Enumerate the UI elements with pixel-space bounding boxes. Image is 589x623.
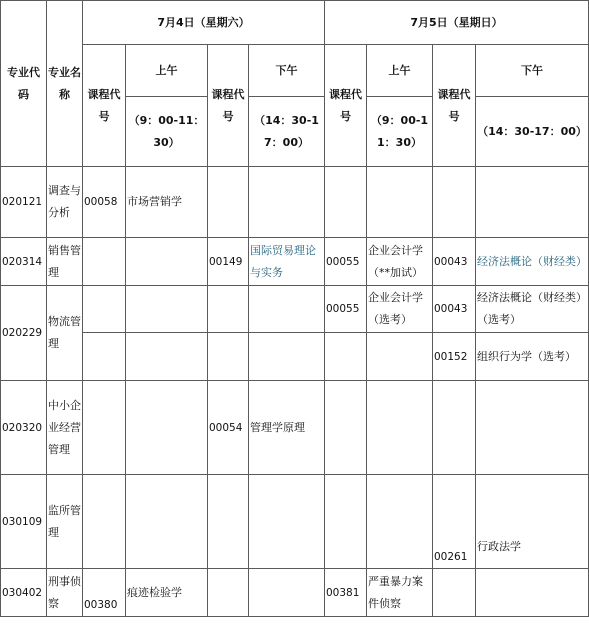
row-d1pm-course bbox=[249, 286, 325, 333]
row-d1am-course-empty bbox=[126, 333, 208, 381]
row-d2am-code-empty bbox=[325, 333, 367, 381]
row-d1am-code: 00058 bbox=[83, 167, 126, 238]
table-row bbox=[1, 475, 589, 569]
row-d1am-code bbox=[83, 238, 126, 286]
row-d1pm-course[interactable]: 国际贸易理论与实务 bbox=[249, 238, 325, 286]
row-d2pm-code bbox=[433, 569, 476, 617]
header-d1-afternoon-time: （14：30-17：00） bbox=[249, 97, 325, 167]
header-d1-morning: 上午 bbox=[126, 45, 208, 97]
row-d1pm-code bbox=[208, 569, 249, 617]
row-d1pm-code: 00054 bbox=[208, 381, 249, 475]
row-d1pm-code bbox=[208, 167, 249, 238]
row-major-code: 020314 bbox=[1, 238, 47, 286]
row-d2pm-code: 00043 bbox=[433, 286, 476, 333]
row-d2pm-code bbox=[433, 381, 476, 475]
header-day1: 7月4日（星期六） bbox=[83, 1, 325, 45]
row-d2pm-course bbox=[476, 381, 589, 475]
row-d2pm-course: 经济法概论（财经类）（选考） bbox=[476, 286, 589, 333]
row-major-code: 030402 bbox=[1, 569, 47, 617]
row-d2pm-course: 组织行为学（选考） bbox=[476, 333, 589, 381]
row-d2pm-course bbox=[476, 569, 589, 617]
row-d1pm-code bbox=[208, 475, 249, 569]
table-row bbox=[1, 569, 589, 617]
row-major-name: 刑事侦察 bbox=[47, 569, 83, 617]
header-d1-morning-time: （9：00-11：30） bbox=[126, 97, 208, 167]
row-d1pm-code-empty bbox=[208, 333, 249, 381]
row-d1am-course bbox=[126, 238, 208, 286]
header-d2-morning-time: （9：00-11：30） bbox=[367, 97, 433, 167]
table-row bbox=[1, 333, 589, 381]
row-d2am-course: 严重暴力案件侦察 bbox=[367, 569, 433, 617]
table-row bbox=[1, 286, 589, 333]
row-d1am-code bbox=[83, 286, 126, 333]
row-major-code: 020121 bbox=[1, 167, 47, 238]
header-major-name: 专业名称 bbox=[47, 1, 83, 167]
row-d2am-code: 00055 bbox=[325, 286, 367, 333]
row-major-name: 销售管理 bbox=[47, 238, 83, 286]
row-d1pm-course bbox=[249, 167, 325, 238]
row-d1am-code bbox=[83, 381, 126, 475]
row-major-code: 020320 bbox=[1, 381, 47, 475]
table-row bbox=[1, 238, 589, 286]
row-d2pm-code: 00152 bbox=[433, 333, 476, 381]
row-major-name: 监所管理 bbox=[47, 475, 83, 569]
row-d1am-course: 市场营销学 bbox=[126, 167, 208, 238]
row-d2am-code bbox=[325, 475, 367, 569]
row-d2am-course bbox=[367, 381, 433, 475]
header-major-code: 专业代码 bbox=[1, 1, 47, 167]
row-d2pm-course: 行政法学 bbox=[476, 475, 589, 569]
row-major-code: 020229 bbox=[1, 286, 47, 381]
header-d1-afternoon: 下午 bbox=[249, 45, 325, 97]
row-major-code: 030109 bbox=[1, 475, 47, 569]
row-d2am-course: 企业会计学（**加试） bbox=[367, 238, 433, 286]
header-d2-afternoon-time: （14：30-17：00） bbox=[476, 97, 589, 167]
header-d1pm-code: 课程代号 bbox=[208, 45, 249, 167]
header-d2pm-code: 课程代号 bbox=[433, 45, 476, 167]
row-d2am-code: 00055 bbox=[325, 238, 367, 286]
header-d2am-code: 课程代号 bbox=[325, 45, 367, 167]
row-d2am-course: 企业会计学（选考） bbox=[367, 286, 433, 333]
row-d1am-code bbox=[83, 475, 126, 569]
row-d1am-code: 00380 bbox=[83, 569, 126, 617]
row-d2am-code bbox=[325, 167, 367, 238]
row-d1am-code-empty bbox=[83, 333, 126, 381]
row-d1am-course bbox=[126, 475, 208, 569]
row-d1am-course: 痕迹检验学 bbox=[126, 569, 208, 617]
row-d2pm-code bbox=[433, 167, 476, 238]
row-d2am-course-empty bbox=[367, 333, 433, 381]
row-d1pm-code bbox=[208, 286, 249, 333]
row-d2pm-course[interactable]: 经济法概论（财经类） bbox=[476, 238, 589, 286]
row-d1pm-course bbox=[249, 569, 325, 617]
row-d2pm-course bbox=[476, 167, 589, 238]
row-d1pm-course-empty bbox=[249, 333, 325, 381]
table-row bbox=[1, 167, 589, 238]
row-d2pm-code: 00043 bbox=[433, 238, 476, 286]
row-d1pm-course: 管理学原理 bbox=[249, 381, 325, 475]
row-major-name: 调查与分析 bbox=[47, 167, 83, 238]
row-d1am-course bbox=[126, 286, 208, 333]
row-major-name: 中小企业经营管理 bbox=[47, 381, 83, 475]
header-d2-afternoon: 下午 bbox=[476, 45, 589, 97]
row-d1pm-code: 00149 bbox=[208, 238, 249, 286]
header-d1am-code: 课程代号 bbox=[83, 45, 126, 167]
row-d1pm-course bbox=[249, 475, 325, 569]
row-d2am-course bbox=[367, 475, 433, 569]
row-d1am-course bbox=[126, 381, 208, 475]
row-d2am-course bbox=[367, 167, 433, 238]
row-d2am-code bbox=[325, 381, 367, 475]
row-d2am-code: 00381 bbox=[325, 569, 367, 617]
row-major-name: 物流管理 bbox=[47, 286, 83, 381]
header-d2-morning: 上午 bbox=[367, 45, 433, 97]
header-day2: 7月5日（星期日） bbox=[325, 1, 589, 45]
table-row bbox=[1, 381, 589, 475]
row-d2pm-code: 00261 bbox=[433, 475, 476, 569]
